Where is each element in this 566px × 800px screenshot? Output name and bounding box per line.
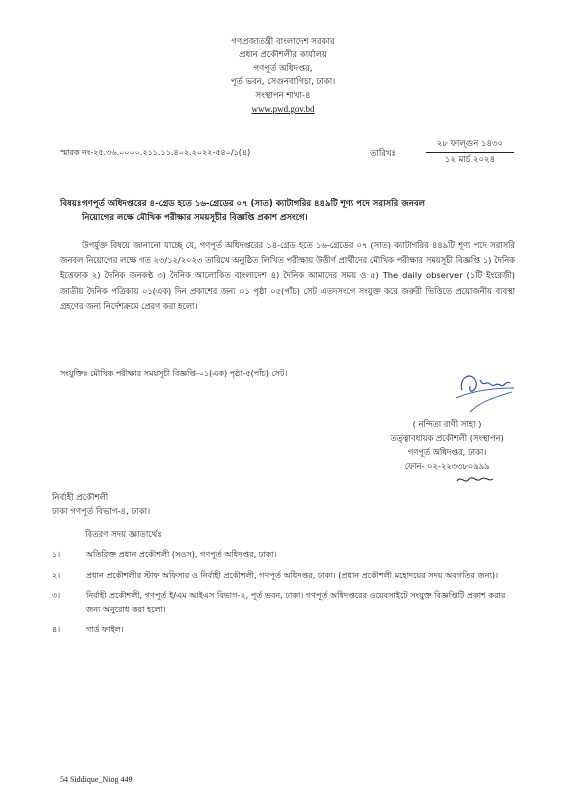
signatory-office: গণপূর্ত অধিদপ্তর, ঢাকা।: [407, 447, 487, 457]
list-item: [52, 623, 522, 637]
addressee-block: [52, 491, 150, 519]
file-reference: 54 Siddique_Niog 449: [60, 775, 133, 784]
date-block: [420, 137, 520, 168]
signatory-name: ( নন্দিতা রাণী সাহা ): [412, 419, 482, 429]
subject: [60, 197, 510, 225]
list-item: [52, 569, 522, 583]
list-item: [52, 589, 522, 616]
list-item-text: অতিরিক্ত প্রধান প্রকৌশলী (সওস), গণপূর্ত অধিদপ্তর, ঢাকা।: [86, 549, 277, 559]
letterhead: [0, 36, 566, 116]
addressee-title: নির্বাহী প্রকৌশলী: [52, 493, 109, 503]
header-line-office: প্রধান প্রকৌশলীর কার্যালয়: [239, 50, 327, 61]
date-english: ১২ মার্চ ২০২৪: [444, 155, 496, 165]
header-line-department: গণপূর্ত অধিদপ্তর,: [253, 63, 313, 74]
date-label: তারিখঃ: [370, 149, 397, 159]
list-item-number: ১।: [52, 549, 61, 559]
subject-line-1: গণপূর্ত অধিদপ্তরের ৪-গ্রেড হতে ১৬-গ্রেডের ০৭ (সাত) ক্যাটাগরির ৪৪৯টি শূণ্য পদে সরাসরি জনবল: [82, 199, 425, 209]
header-line-government: গণপ্রজাতন্ত্রী বাংলাদেশ সরকার: [231, 37, 335, 47]
list-item: [52, 548, 522, 562]
header-line-address: পূর্ত ভবন, সেগুনবাগিচা, ঢাকা।: [230, 77, 336, 88]
list-item-text: প্রধান প্রকৌশলীর স্টাফ অফিসার ও নির্বাহী প্রকৌশলী, গণপূর্ত অধিদপ্তর, ঢাকা। (প্রধান প্রকৌশলী মহোদয়ের সদয় অবগতির জন্য)।: [86, 569, 498, 580]
list-item-number: ২।: [52, 569, 61, 580]
subject-line-2: নিয়োগের লক্ষে মৌখিক পরীক্ষার সময়সূচীর বিজ্ঞপ্তি প্রকাশ প্রসংগে।: [82, 213, 308, 223]
memo-number: স্মারক নং-২৫.৩৬.০০০০.২১১.১১.৪০২.২০২২-৫৪০/১(৪): [60, 148, 251, 157]
distribution-heading: বিতরণ সদয় জ্ঞাতার্থেঃ: [85, 530, 162, 540]
list-item-number: ৪।: [52, 624, 61, 634]
body-paragraph: উপর্যুক্ত বিষয়ে জানানো যাচ্ছে যে, গণপূর্ত অধিদপ্তরের ১৪-গ্রেড হতে ১৬-গ্রেডের ০৭ (সাত) ক্যাটাগরির ৪৪৯টি শূণ্য পদে সরাসরি জনবল নিয়োগের লক্ষে গত ২৩/১২/২০২৩ তারিখে অনুষ্ঠিত লিখিত পরীক্ষায় উত্তীর্ণ প্রার্থীদের মৌখিক পরীক্ষার সময়সূচী বিজ্ঞপ্তি ১) দৈনিক ইত্তেফাক ২) দৈনিক জনকণ্ঠ ৩) দৈনিক আলোকিত বাংলাদেশ ৪) দৈনিক আমাদের সময় ও ৫) The daily observer (১টি ইংরেজী) জাতীয় দৈনিক পত্রিকায় ০১(এক) দিন প্রকাশের জন্য ০১ পৃষ্ঠা ০৫(পাঁচ) সেট এতদসংগে সংযুক্ত করে জরুরী ভিত্তিতে প্রয়োজনীয় ব্যবস্থা গ্রহণের জন্য নির্দেশক্রমে প্রেরণ করা হলো।: [60, 240, 515, 311]
website-link[interactable]: www.pwd.gov.bd: [251, 104, 315, 115]
header-line-section: সংস্থাপন শাখা-৪: [255, 90, 311, 101]
signatory-phone: ফোন- ০২-২২৩৩৮০৯৯৯: [404, 461, 490, 471]
subject-label: বিষয়ঃ: [60, 199, 82, 209]
signature-image: [450, 358, 520, 418]
signatory-block: [362, 417, 532, 473]
list-item-number: ৩।: [52, 590, 61, 600]
date-bangla: ২৮ ফাল্গুন ১৪৩০: [436, 139, 504, 149]
list-item-text: গার্ড ফাইল।: [86, 624, 124, 634]
distribution-list: [52, 548, 522, 644]
attachment-note: সংযুক্তিঃ মৌখিক পরীক্ষার সময়সূচী বিজ্ঞপ্তি-০১(এক) পৃষ্ঠা-৫(পাঁচ) সেট।: [60, 369, 288, 378]
list-item-text: নির্বাহী প্রকৌশলী, গণপূর্ত ই/এম আইএস বিভাগ-২, পূর্ত ভবন, ঢাকা। গণপূর্ত অধিদপ্তরের ওয়েবসাইটে সংযুক্ত বিজ্ঞপ্তিটি প্রকাশ করার জন্য অনুরোধ করা হলো।: [86, 590, 506, 614]
signatory-designation: তত্ত্বাবধায়ক প্রকৌশলী (সংস্থাপন): [390, 433, 504, 443]
initial-mark: [455, 473, 495, 487]
addressee-office: ঢাকা গণপূর্ত বিভাগ-৪, ঢাকা।: [52, 507, 151, 517]
